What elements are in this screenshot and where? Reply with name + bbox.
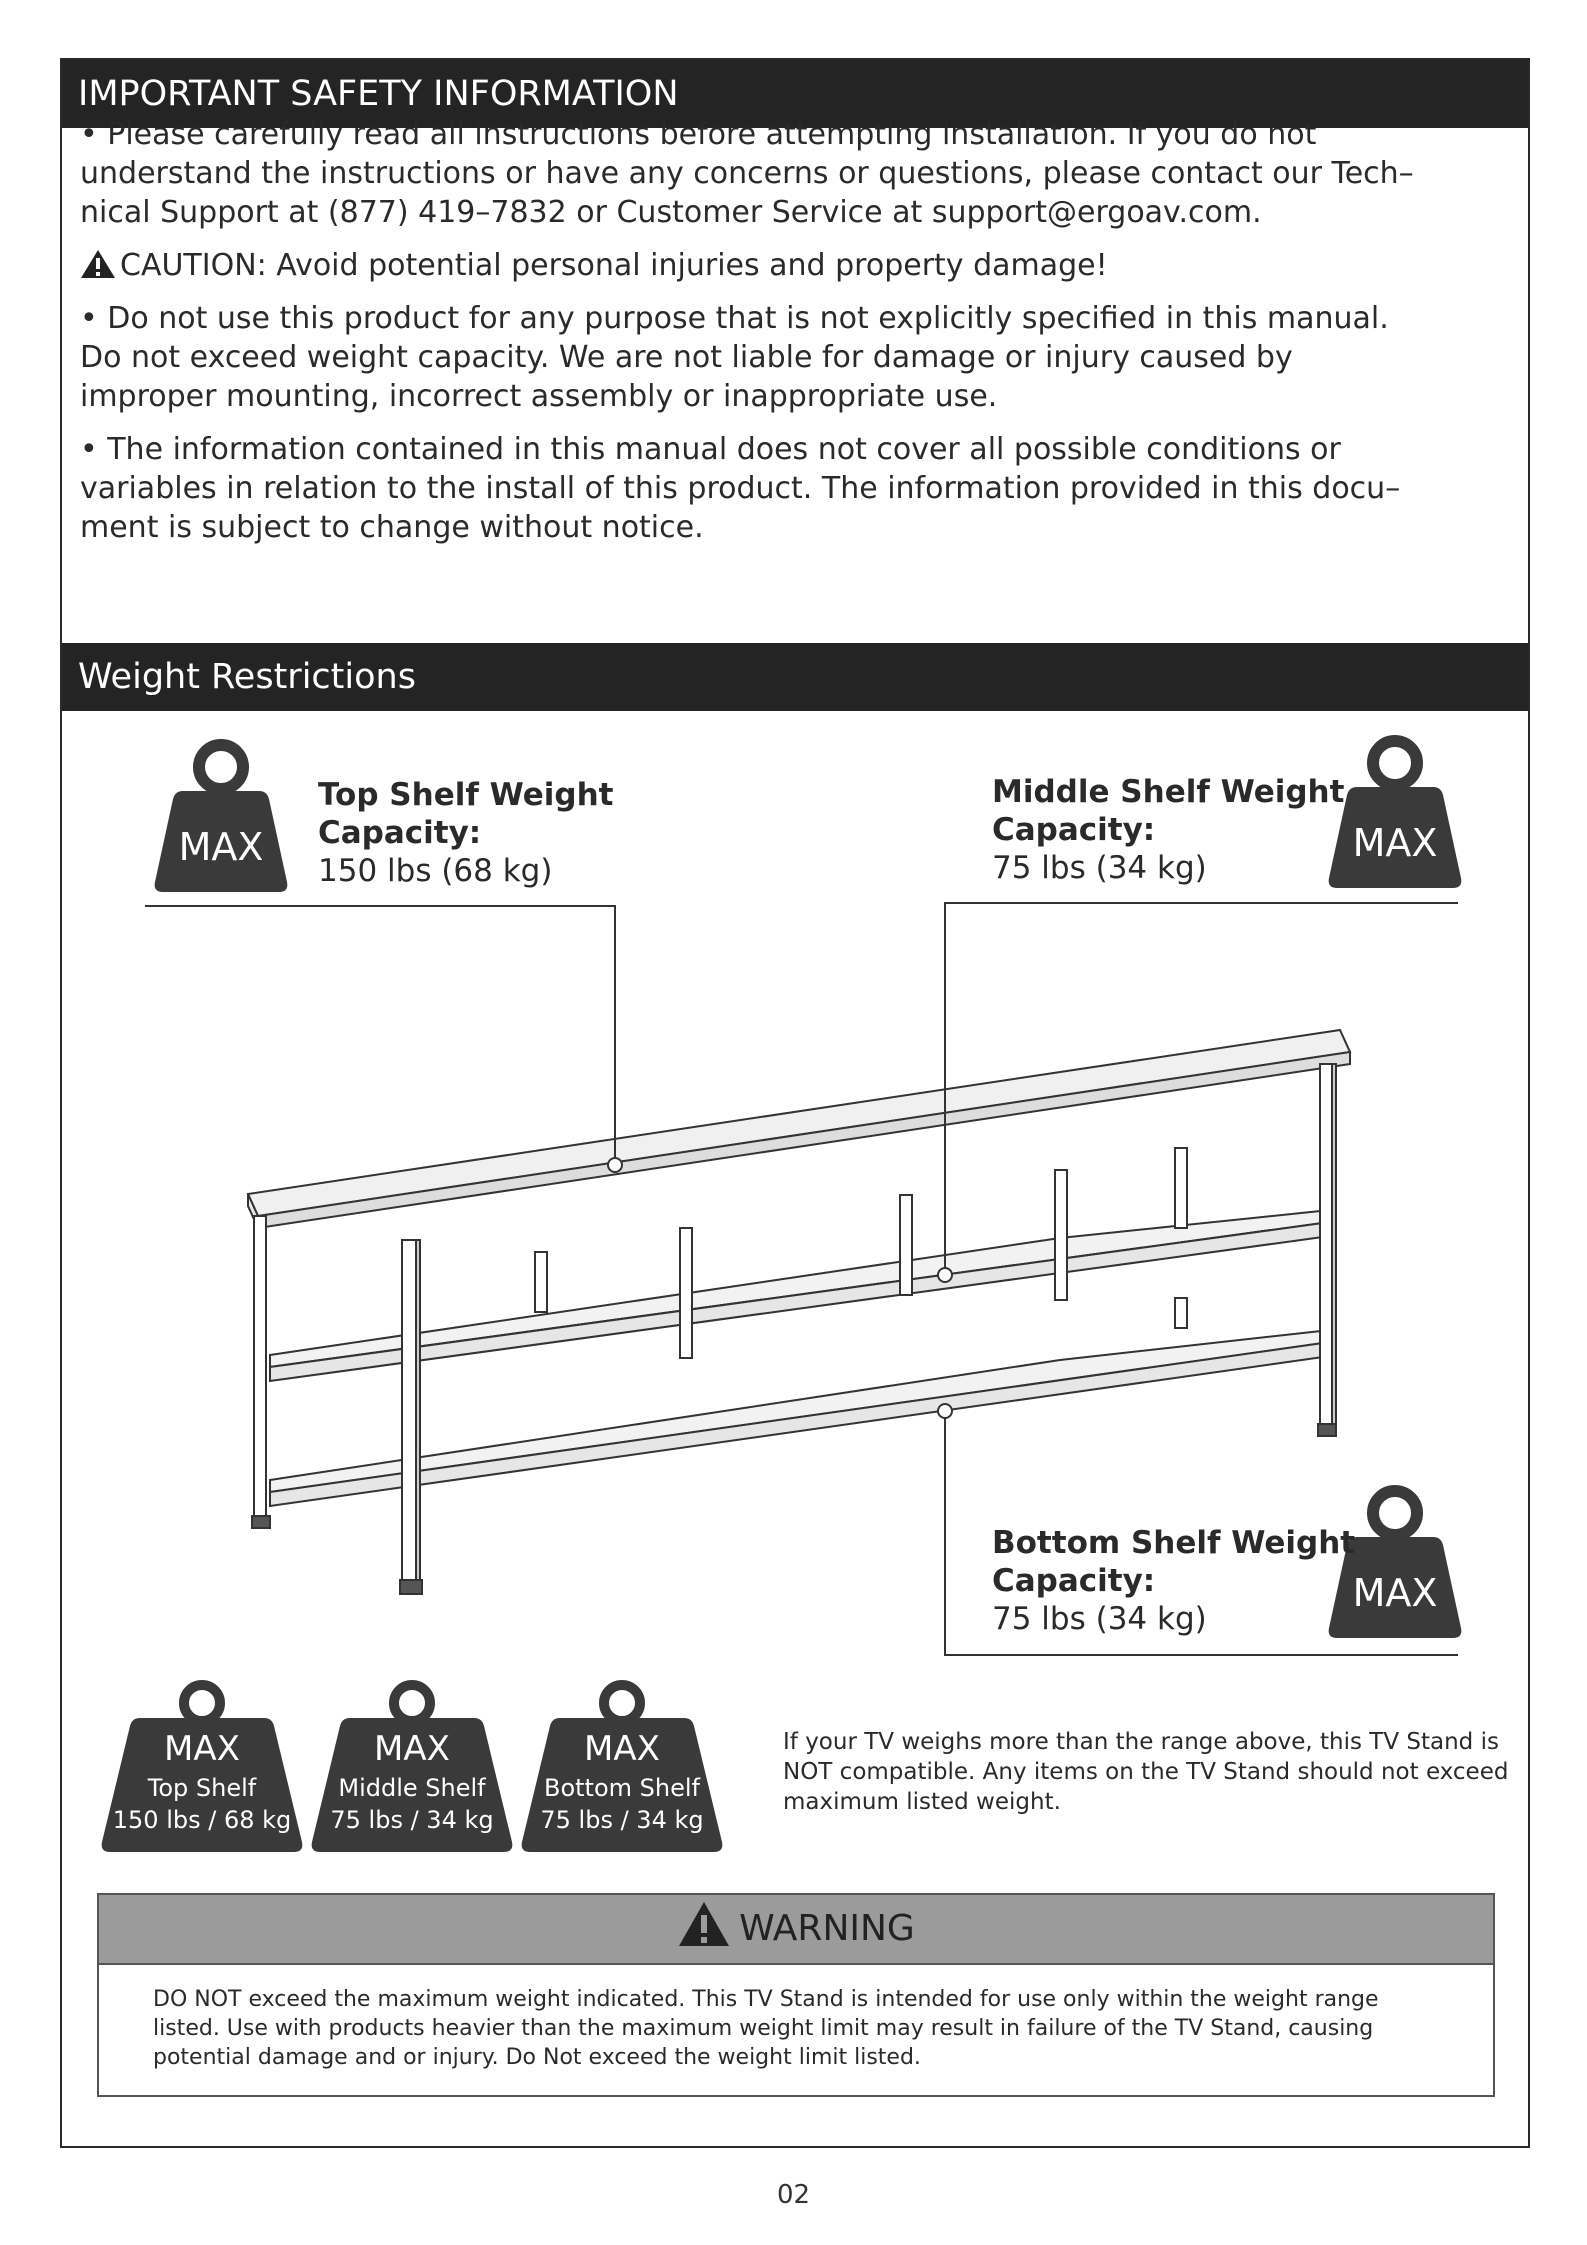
max-text: MAX [164,1729,240,1769]
badge-shelf-value: 75 lbs / 34 kg [540,1806,704,1834]
warning-box [97,1893,1495,2097]
bottom-shelf-badge-icon [520,1678,724,1854]
warning-body: DO NOT exceed the maximum weight indicated. This TV Stand is intended for use only within the weight range listed. Use with products heavier than the maximum weight limit may result in failure of the TV Stand, causing potential damage and or injury. Do Not exceed the weight limit listed. [153,1987,1379,2070]
max-text: MAX [1352,821,1438,865]
weight-note: If your TV weighs more than the range above, this TV Stand is NOT compatible. Any items on the TV Stand should not exceed maximum listed weight. [783,1729,1509,1815]
top-max-weight-icon [153,737,289,894]
badge-shelf-value: 75 lbs / 34 kg [330,1806,494,1834]
top-shelf-value: 150 lbs (68 kg) [318,853,553,889]
middle-shelf-value: 75 lbs (34 kg) [992,850,1207,886]
badge-shelf-name: Top Shelf [147,1774,257,1802]
bottom-shelf-value: 75 lbs (34 kg) [992,1601,1207,1637]
middle-shelf-label [992,773,1344,887]
caution-text: CAUTION: Avoid potential personal injuries and property damage! [120,248,1108,283]
middle-shelf-title-1: Middle Shelf Weight [992,774,1345,810]
middle-shelf-title-2: Capacity: [992,812,1156,848]
weight-header: Weight Restrictions [62,643,1528,711]
bottom-shelf-label [992,1524,1355,1638]
bottom-shelf-title-1: Bottom Shelf Weight [992,1525,1356,1561]
safety-paragraph-1: • Please carefully read all instructions before attempting installation. If you do not understand the instructions or have any concerns or questions, please contact our Tech–nical Support at (877) 419–7832 or Customer Service at support@ergoav.com. [80,117,1414,230]
safety-header: IMPORTANT SAFETY INFORMATION [62,60,1528,128]
max-text: MAX [1352,1571,1438,1615]
top-shelf-label [318,776,613,890]
safety-paragraph-3: • The information contained in this manual does not cover all possible conditions or variables in relation to the install of this product. The information provided in this docu–ment is subject to change without notice. [80,432,1401,545]
top-shelf-title-1: Top Shelf Weight [318,777,614,813]
warning-icon [677,1900,731,1948]
middle-shelf-badge-icon [310,1678,514,1854]
max-text: MAX [374,1729,450,1769]
warning-header [99,1895,1493,1965]
max-text: MAX [584,1729,660,1769]
warning-title: WARNING [739,1908,915,1949]
page-number: 02 [776,2180,811,2210]
bottom-shelf-title-2: Capacity: [992,1563,1156,1599]
badge-shelf-name: Middle Shelf [338,1774,486,1802]
max-text: MAX [178,825,264,869]
badge-shelf-name: Bottom Shelf [544,1774,700,1802]
top-shelf-title-2: Capacity: [318,815,482,851]
middle-max-weight-icon [1327,733,1463,890]
safety-paragraph-2: • Do not use this product for any purpose that is not explicitly specified in this manual. Do not exceed weight capacity. We are not liable for damage or injury caused by improper mounting, incorrect assembly or inappropriate use. [80,301,1389,414]
top-shelf-badge-icon [100,1678,304,1854]
badge-shelf-value: 150 lbs / 68 kg [112,1806,292,1834]
